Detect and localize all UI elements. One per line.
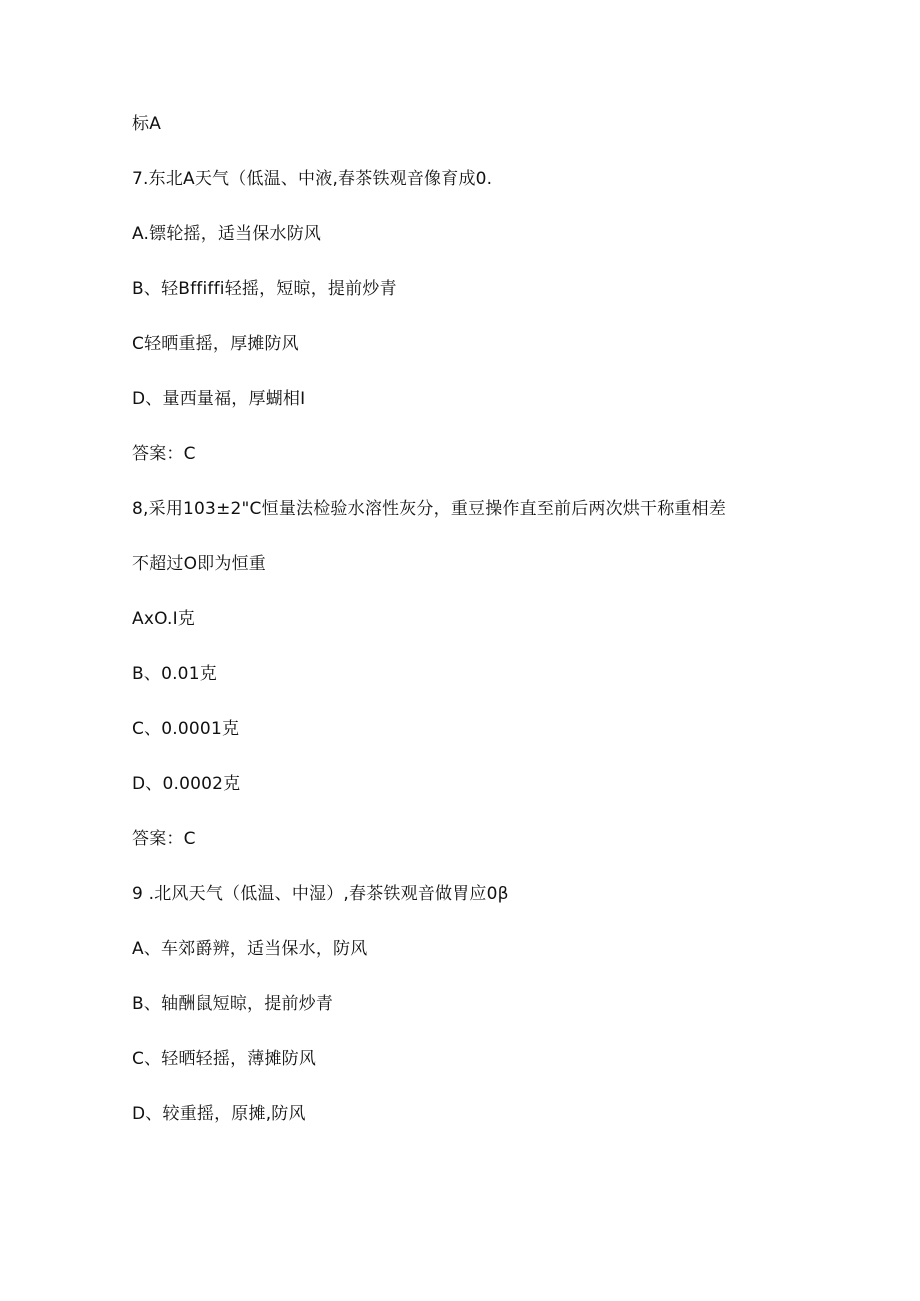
question-8-text-cont: 不超过O即为恒重	[132, 554, 266, 574]
question-7-option-b: B、轻Bffiffi轻摇，短晾，提前炒青	[132, 279, 397, 299]
question-9-option-b: B、轴酬鼠短晾，提前炒青	[132, 994, 334, 1014]
question-7-answer: 答案：C	[132, 444, 196, 464]
question-9-option-a: A、车郊爵辨，适当保水，防风	[132, 939, 368, 959]
answer-fragment: 标A	[132, 114, 162, 134]
question-7-option-a: A.镖轮摇，适当保水防风	[132, 224, 322, 244]
question-7-option-c: C轻晒重摇，厚摊防风	[132, 334, 299, 354]
question-9-option-c: C、轻晒轻摇，薄摊防风	[132, 1049, 317, 1069]
question-9-option-d: D、较重摇，原摊,防风	[132, 1104, 306, 1124]
question-8-option-c: C、0.0001克	[132, 719, 240, 739]
question-8-text: 8,采用103±2"C恒量法检验水溶性灰分，重豆操作直至前后两次烘干称重相差	[132, 499, 727, 519]
question-8-answer: 答案：C	[132, 829, 196, 849]
question-8-option-a: AxO.I克	[132, 609, 195, 629]
question-7-option-d: D、量西量福，厚蝴相I	[132, 389, 306, 409]
question-8-option-d: D、0.0002克	[132, 774, 241, 794]
question-9-text: 9 .北风天气（低温、中湿）,春茶铁观音做胃应0β	[132, 884, 509, 904]
question-8-option-b: B、0.01克	[132, 664, 217, 684]
question-7-text: 7.东北A天气（低温、中液,春茶铁观音像育成0.	[132, 169, 493, 189]
